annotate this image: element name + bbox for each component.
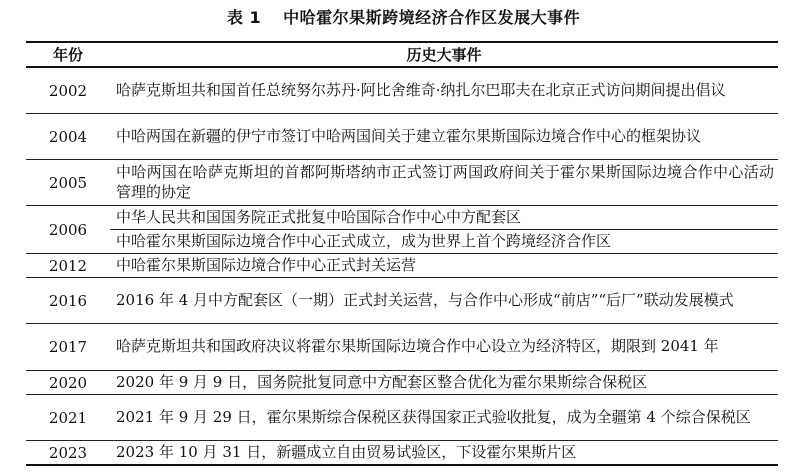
table-row [26,67,778,114]
table-caption-title: 中哈霍尔果斯跨境经济合作区发展大事件 [283,8,581,27]
table-row [26,441,778,466]
row-year: 2012 [26,254,110,278]
table-row [26,371,778,395]
row-year: 2021 [26,395,110,441]
table-row [26,160,778,206]
row-event: 哈萨克斯坦共和国首任总统努尔苏丹·阿比舍维奇·纳扎尔巴耶夫在北京正式访问期间提出倡议 [110,67,778,114]
row-year: 2004 [26,114,110,160]
header-year: 年份 [26,42,110,67]
row-event: 中哈霍尔果斯国际边境合作中心正式成立，成为世界上首个跨境经济合作区 [110,230,778,254]
row-year: 2017 [26,324,110,371]
events-table [26,41,778,466]
row-event: 中哈两国在哈萨克斯坦的首都阿斯塔纳市正式签订两国政府间关于霍尔果斯国际边境合作中心活动管理的协定 [110,160,778,206]
row-year: 2002 [26,67,110,114]
row-event: 2023 年 10 月 31 日，新疆成立自由贸易试验区，下设霍尔果斯片区 [110,441,778,466]
table-row [26,114,778,160]
table-row [26,395,778,441]
table-caption [0,8,807,28]
row-event: 2021 年 9 月 29 日，霍尔果斯综合保税区获得国家正式验收批复，成为全疆第 4 个综合保税区 [110,395,778,441]
header-event: 历史大事件 [110,42,778,67]
row-year: 2020 [26,371,110,395]
row-event: 2016 年 4 月中方配套区（一期）正式封关运营，与合作中心形成“前店”“后厂”联动发展模式 [110,278,778,324]
table-row [26,230,778,254]
table-row [26,324,778,371]
table-row [26,206,778,230]
table-row [26,254,778,278]
row-event: 2020 年 9 月 9 日，国务院批复同意中方配套区整合优化为霍尔果斯综合保税区 [110,371,778,395]
row-year: 2005 [26,160,110,206]
row-event: 哈萨克斯坦共和国政府决议将霍尔果斯国际边境合作中心设立为经济特区，期限到 2041 年 [110,324,778,371]
row-year: 2006 [26,206,110,254]
row-year: 2016 [26,278,110,324]
row-event: 中华人民共和国国务院正式批复中哈国际合作中心中方配套区 [110,206,778,230]
table-caption-label: 表 1 [226,8,262,27]
table-row [26,278,778,324]
row-event: 中哈霍尔果斯国际边境合作中心正式封关运营 [110,254,778,278]
table-header-row [26,42,778,67]
row-year: 2023 [26,441,110,466]
row-event: 中哈两国在新疆的伊宁市签订中哈两国间关于建立霍尔果斯国际边境合作中心的框架协议 [110,114,778,160]
